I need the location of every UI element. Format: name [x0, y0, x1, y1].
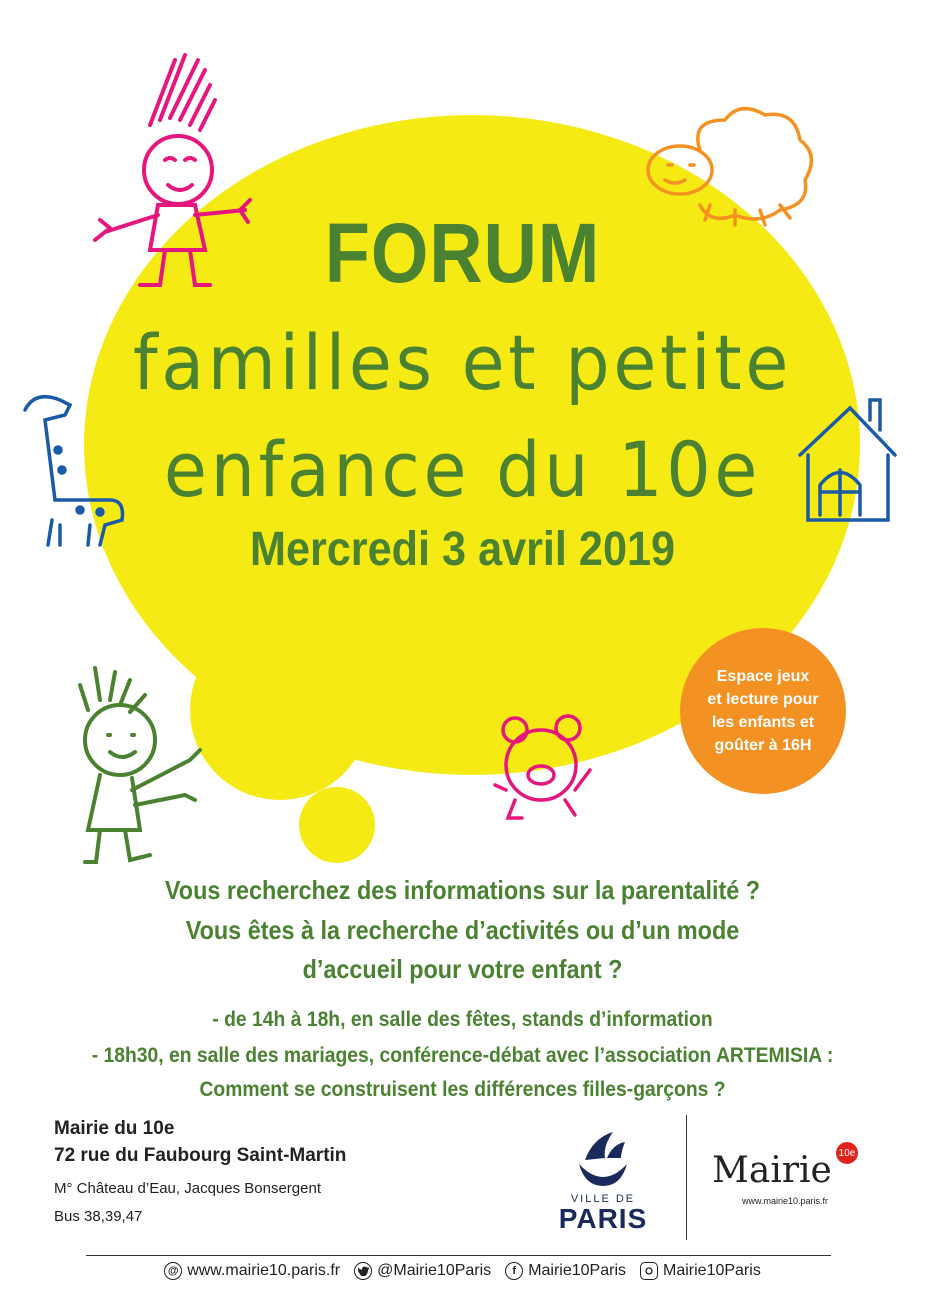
- question-line: Vous êtes à la recherche d’activités ou d’un mode: [185, 915, 740, 945]
- mairie-logo-word: Mairie: [712, 1150, 832, 1191]
- address-venue: Mairie du 10e: [54, 1118, 175, 1139]
- badge-line: et lecture pour: [707, 691, 819, 708]
- question-line: Vous recherchez des informations sur la parentalité ?: [164, 875, 761, 905]
- paris-ship-icon: [571, 1128, 635, 1190]
- footer-twitter-text: @Mairie10Paris: [377, 1262, 492, 1279]
- ville-de-paris-logo: [548, 1128, 658, 1233]
- footer-divider: [86, 1255, 831, 1256]
- activities-badge: [680, 628, 846, 794]
- footer-facebook-text: Mairie10Paris: [528, 1262, 626, 1279]
- at-icon: @: [164, 1262, 182, 1280]
- footer-twitter[interactable]: [354, 1262, 491, 1280]
- footer-website[interactable]: [164, 1262, 340, 1280]
- question-line: d’accueil pour votre enfant ?: [302, 954, 623, 984]
- speech-bubble-tail-small: [299, 787, 375, 863]
- paris-logo-big-text: PARIS: [558, 1203, 648, 1234]
- subtitle-line-2: enfance du 10e: [163, 425, 762, 514]
- badge-line: les enfants et: [711, 714, 815, 731]
- twitter-icon: [354, 1262, 372, 1280]
- footer-facebook[interactable]: [505, 1262, 626, 1280]
- address-street: 72 rue du Faubourg Saint-Martin: [54, 1145, 347, 1166]
- logo-divider: [686, 1115, 687, 1240]
- forum-title: FORUM: [324, 206, 601, 300]
- mairie-logo-badge: 10e: [836, 1142, 858, 1164]
- footer-links: [0, 1259, 925, 1283]
- footer-instagram[interactable]: [640, 1262, 761, 1280]
- program-line: - 18h30, en salle des mariages, conférence-débat avec l’association ARTEMISIA :: [91, 1044, 834, 1067]
- green-boy-doodle: [80, 668, 200, 862]
- address-bus: Bus 38,39,47: [54, 1208, 143, 1225]
- footer-website-text: www.mairie10.paris.fr: [187, 1262, 341, 1279]
- badge-line: goûter à 16H: [714, 737, 812, 754]
- mairie-10-logo: [712, 1147, 862, 1220]
- program-line: - de 14h à 18h, en salle des fêtes, stands d’information: [212, 1008, 713, 1031]
- address-metro: M° Château d’Eau, Jacques Bonsergent: [54, 1180, 321, 1197]
- instagram-icon: [640, 1262, 658, 1280]
- facebook-icon: f: [505, 1262, 523, 1280]
- speech-bubble-tail-large: [190, 620, 370, 800]
- paris-logo-small-text: VILLE DE: [570, 1193, 636, 1205]
- event-date: Mercredi 3 avril 2019: [249, 523, 676, 576]
- badge-line: Espace jeux: [716, 668, 810, 685]
- program-line: Comment se construisent les différences filles-garçons ?: [199, 1078, 726, 1101]
- mairie-logo-url: www.mairie10.paris.fr: [742, 1196, 829, 1206]
- footer-instagram-text: Mairie10Paris: [663, 1262, 761, 1279]
- subtitle-line-1: familles et petite: [132, 318, 793, 407]
